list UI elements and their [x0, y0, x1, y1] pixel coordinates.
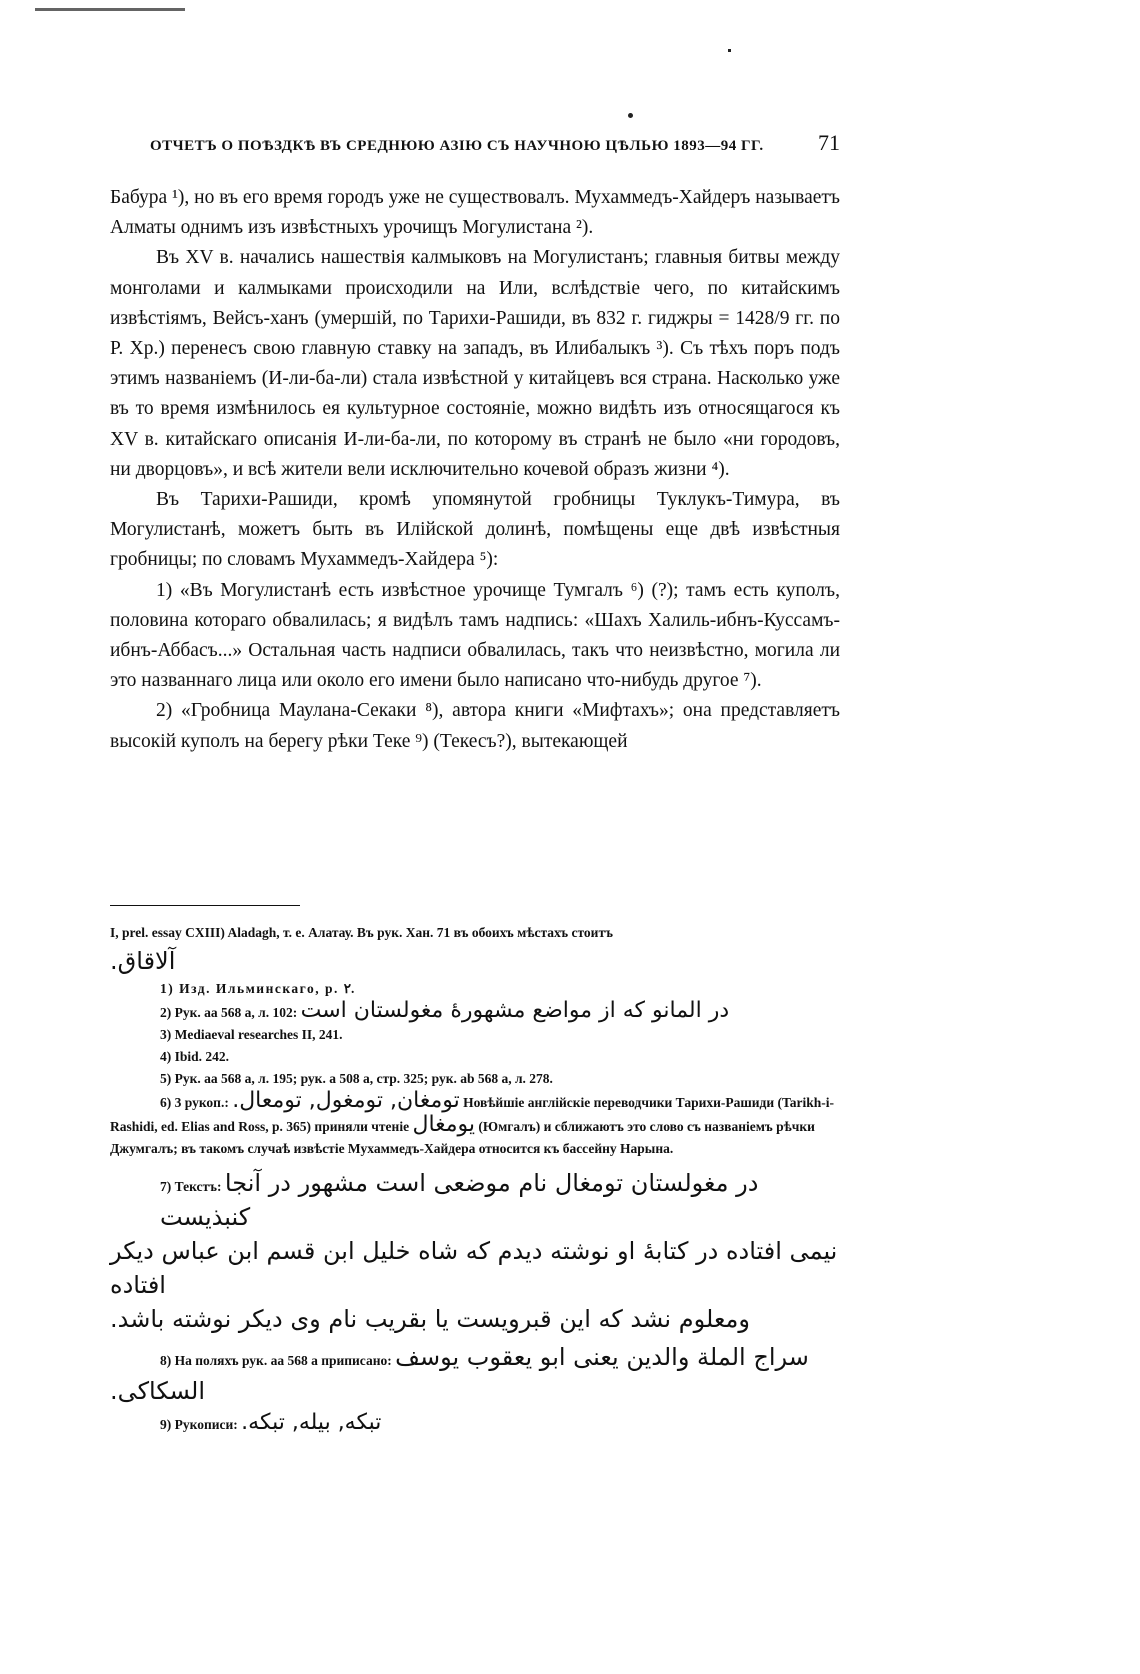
- footnote-9: [110, 1412, 840, 1436]
- footnote-text: (Юмгалъ) и сближаютъ это слово съ названіемъ рѣчки Джумгалъ; въ такомъ случаѣ извѣстіе Мухаммедъ-Хайдера относится къ бассейну Нарына.: [110, 1119, 815, 1156]
- paragraph: 1) «Въ Могулистанѣ есть извѣстное урочище Тумгалъ ⁶) (?); тамъ есть куполъ, половина котораго обвалилась; я видѣлъ тамъ надпись: «Шахъ Халиль-ибнъ-Куссамъ-ибнъ-Аббасъ...» Остальная часть надписи обвалилась, такъ что неизвѣстно, могила ли это названнаго лица или около его имени было написано что-нибудь другое ⁷).: [110, 579, 840, 692]
- paragraph: Бабура ¹), но въ его время городъ уже не существовалъ. Мухаммедъ-Хайдеръ называетъ Алматы однимъ изъ извѣстныхъ урочищъ Могулистана ²).: [110, 187, 840, 239]
- footnote-text: 1) Изд. Ильминскаго, р. ٢.: [160, 981, 355, 996]
- page-number: 71: [818, 130, 840, 155]
- footnote-8-arabic-line: [110, 1374, 840, 1408]
- arabic-text: ومعلوم نشد که این قبرویست یا بقریب نام وی دیکر نوشته باشد.: [110, 1305, 750, 1333]
- scan-artifact-dot: [628, 113, 633, 118]
- arabic-text: يومغال: [412, 1112, 476, 1137]
- paragraph: Въ XV в. начались нашествія калмыковъ на Могулистанъ; главныя битвы между монголами и калмыками происходили на Или, вслѣдствіе чего, по китайскимъ извѣстіямъ, Вейсъ-ханъ (умершій, по Тарихи-Рашиди, въ 832 г. гиджры = 1428/9 гг. по Р. Хр.) перенесъ свою главную ставку на западъ, въ Илибалыкъ ³). Съ тѣхъ поръ подъ этимъ названіемъ (И-ли-ба-ли) стала извѣстной у китайцевъ вся страна. Насколько уже въ то время измѣнилось ея культурное состояніе, можно видѣть изъ относящагося къ XV в. китайскаго описанія И-ли-ба-ли, по которому въ странѣ не было «ни городовъ, ни дворцовъ», и всѣ жители вели исключительно кочевой образъ жизни ⁴).: [110, 247, 840, 480]
- footnote-6: [110, 1090, 840, 1160]
- footnote-1: [110, 978, 840, 1000]
- footnotes: [110, 922, 840, 1436]
- footnote-2: [110, 1000, 840, 1024]
- footnote-text: Новѣйшіе англійскіе переводчики Тарихи-Рашиди (Tarikh-i-Rashidi, ed. Elias and Ross, p. 365) приняли чтеніе: [110, 1095, 835, 1134]
- footnote-text: 6) 3 рукоп.:: [160, 1095, 229, 1110]
- paragraph: 2) «Гробница Маулана-Секаки ⁸), автора книги «Мифтахъ»; она представляетъ высокій куполъ на берегу рѣки Теке ⁹) (Текесъ?), вытекающей: [110, 700, 840, 752]
- arabic-text: نیمی افتاده در کتابهٔ او نوشته دیدم که شاه خلیل ابن قسم ابن عباس دیکر افتاده: [110, 1237, 838, 1299]
- running-title: ОТЧЕТЪ О ПОѢЗДКѢ ВЪ СРЕДНЮЮ АЗІЮ СЪ НАУЧНОЮ ЦѢЛЬЮ 1893—94 ГГ.: [150, 138, 764, 154]
- footnote-text: 4) Ibid. 242.: [160, 1049, 230, 1064]
- scan-artifact-top: [35, 8, 185, 11]
- running-header: [150, 130, 840, 156]
- footnote-text: 5) Рук. aa 568 a, л. 195; рук. a 508 a, стр. 325; рук. ab 568 a, л. 278.: [160, 1071, 553, 1086]
- footnote-text: 2) Рук. aa 568 a, л. 102:: [160, 1005, 298, 1020]
- footnote-8: [110, 1340, 840, 1374]
- footnote-7-arabic-line: [110, 1234, 840, 1302]
- footnote-continuation: [110, 922, 840, 944]
- arabic-text: السكاكى.: [110, 1377, 206, 1405]
- footnote-rule: [110, 905, 300, 906]
- footnote-text: 8) На поляхъ рук. aa 568 a приписано:: [160, 1353, 392, 1368]
- arabic-text: تبكه, بيله, تبكه.: [241, 1410, 382, 1435]
- paragraph: Въ Тарихи-Рашиди, кромѣ упомянутой гробницы Туклукъ-Тимура, въ Могулистанѣ, можетъ быть въ Илійской долинѣ, помѣщены еще двѣ извѣстныя гробницы; по словамъ Мухаммедъ-Хайдера ⁵):: [110, 489, 840, 571]
- footnote-7: [110, 1166, 840, 1234]
- arabic-text: آلاقاق.: [110, 947, 176, 975]
- footnote-4: [110, 1046, 840, 1068]
- body-text: [110, 183, 840, 757]
- footnote-text: 7) Текстъ:: [160, 1179, 222, 1194]
- footnote-5: [110, 1068, 840, 1090]
- footnote-text: 9) Рукописи:: [160, 1417, 238, 1432]
- footnote-text: 3) Mediaeval researches II, 241.: [160, 1027, 343, 1042]
- arabic-text: سراج الملة والدين يعنى ابو يعقوب يوسف: [395, 1343, 809, 1371]
- scan-artifact-dot: [728, 49, 731, 52]
- arabic-text: در المانو که از مواضع مشهورهٔ مغولستان است: [300, 998, 730, 1023]
- arabic-text: تومغان, تومغول, تومعال.: [232, 1088, 460, 1113]
- footnote-text: I, prel. essay CXIII) Aladagh, т. е. Алатау. Въ рук. Хан. 71 въ обоихъ мѣстахъ стоитъ: [110, 925, 613, 940]
- footnote-3: [110, 1024, 840, 1046]
- arabic-text: در مغولستان تومغال نام موضعی است مشهور در آنجا کنبذیست: [160, 1169, 759, 1231]
- footnote-arabic-line: [110, 944, 840, 978]
- footnote-7-arabic-line: [110, 1302, 840, 1336]
